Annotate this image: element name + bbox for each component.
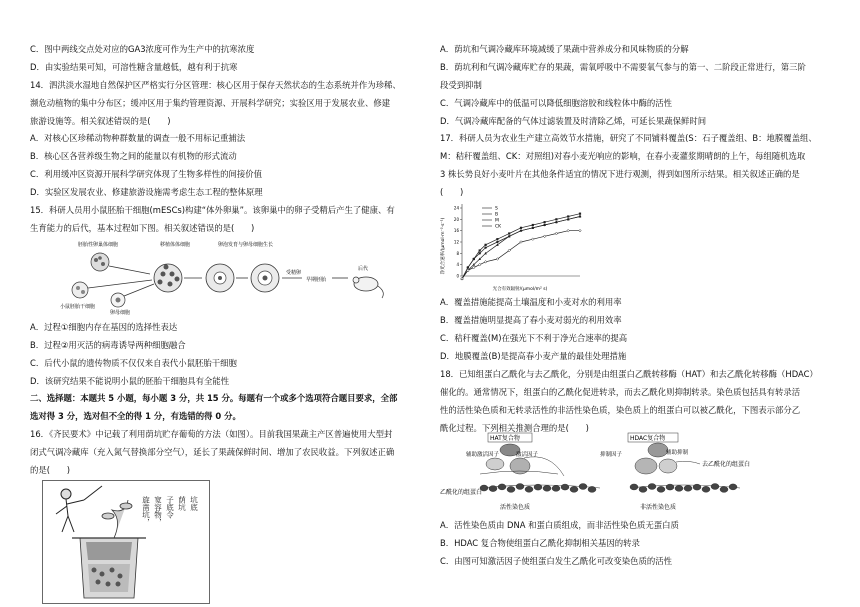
chart-y-tick-label: 4 (456, 262, 459, 268)
q15-option-a: A．过程①细胞内存在基因的选择性表达 (30, 322, 178, 332)
legend-label-S: S (495, 206, 498, 212)
q18-stem-1: 18．已知组蛋白乙酰化与去乙酰化，分别是由组蛋白乙酰转移酶（HAT）和去乙酰化转移酶（HDAC） (440, 369, 818, 379)
nucleosome (561, 484, 569, 490)
q16-option-d: D．气调冷藏库配备的气体过滤装置及时清除乙烯，可延长果蔬保鲜时间 (440, 116, 707, 126)
figure-16-grape-pit (42, 480, 210, 604)
fig18-act-label: 激活因子 (516, 452, 539, 458)
chart-y-tick-label: 20 (453, 216, 459, 222)
fig18-hat-label: HAT复合物 (490, 435, 520, 442)
nucleosome (579, 484, 587, 490)
chart-point (579, 229, 582, 232)
q15-option-d: D．该研究结果不能说明小鼠的胚胎干细胞具有全能性 (30, 376, 230, 386)
nucleosome (588, 486, 596, 492)
nucleosome (570, 486, 578, 492)
q16-option-b-2: 段受到抑制 (440, 80, 482, 90)
chart-point (473, 266, 476, 269)
chart-series-group (461, 213, 582, 281)
q14-stem-2: 濒危动植物的集中分布区；缓冲区用于集约管理资源、开展科学研究；实验区用于发展农业、修建 (30, 98, 391, 108)
svg-text:子底令: 子底令 (165, 496, 175, 519)
chart-point (496, 238, 498, 240)
chart-point (467, 266, 469, 268)
nucleosome (639, 486, 647, 492)
nucleosome (498, 484, 506, 490)
chart-point (532, 238, 535, 241)
fig18-auxrep-label: 辅助抑制 (666, 450, 689, 456)
chart-series-line-S (462, 214, 580, 279)
chart-point (543, 235, 546, 238)
chart-series-line-M (462, 217, 580, 279)
chart-point (555, 232, 558, 235)
q16-option-c: C．气调冷藏库中的低温可以降低细胞溶胶和线粒体中酶的活性 (440, 98, 672, 108)
nucleosome (516, 484, 524, 490)
svg-text:宽容物，: 宽容物， (153, 496, 163, 526)
fig15-label-mouse: 后代 (358, 266, 369, 272)
aggregate-cluster (154, 264, 182, 292)
chart-point (485, 244, 487, 246)
nucleosome (702, 486, 710, 492)
mature-follicle (251, 264, 279, 292)
q18-stem-2: 催化的。通常情况下，组蛋白的乙酰化促进转录，而去乙酰化则抑制转录。染色质包括具有转录活 (440, 387, 801, 397)
chart-series-line-B (462, 217, 580, 279)
chart-point (579, 213, 581, 215)
q16-stem-1: 16．《齐民要术》中记载了利用荫坑贮存葡萄的方法（如图）。目前我国果蔬主产区普遍使用大型封 (30, 429, 393, 439)
chart-legend (482, 206, 502, 230)
hdac-complex (635, 443, 677, 474)
q14-option-d: D．实验区发展农业、修建旅游设施需考虑生态工程的整体原理 (30, 187, 263, 197)
somatic-cell-cluster (91, 253, 109, 271)
q15-stem-1: 15．科研人员用小鼠胚胎干细胞(mESCs)构建“体外卵巢”。该卵巢中的卵子受精后产生了健康、有 (30, 205, 395, 215)
q15-option-b: B．过程②用灭活的病毒诱导两种细胞融合 (30, 340, 186, 350)
q17-option-a: A．覆盖措施能提高土壤温度和小麦对水的利用率 (440, 297, 622, 307)
legend-label-CK: CK (495, 224, 502, 230)
fig15-label-arrow1: 受精卵 (286, 270, 302, 276)
fig15-label-mid1: 小鼠胚胎干细胞 (60, 304, 96, 310)
nucleosome (657, 486, 665, 492)
chart-y-tick-label: 12 (453, 239, 459, 245)
nucleosome (693, 484, 701, 490)
legend-label-M: M (495, 218, 499, 224)
section2-header-1: 二、选择题：本题共 5 小题，每小题 3 分，共 15 分。每题有一个或多个选项符合题目要求，全部 (30, 393, 398, 403)
fig18-aux-label: 辅助激活因子 (466, 452, 500, 458)
nucleosome (684, 485, 692, 491)
chart-point (567, 215, 569, 217)
nucleosome (720, 486, 728, 492)
svg-text:坑底: 坑底 (189, 496, 199, 511)
fig15-label-top1: 胚胎性卵巢体细胞 (78, 242, 119, 248)
fig18-hdac-label: HDAC复合物 (630, 435, 666, 442)
nucleosome (525, 486, 533, 492)
fig15-label-arrow2: 早期胚胎 (306, 277, 327, 283)
fig18-acet-label: 乙酰化的组蛋白 (440, 489, 483, 496)
q18-option-a: A．活性染色质由 DNA 和蛋白质组成，而非活性染色质无蛋白质 (440, 520, 679, 530)
nucleosome (675, 485, 683, 491)
active-chromatin-chain (480, 484, 600, 493)
q17-stem-2: M：秸秆覆盖组、CK：对照组)对春小麦光响应的影响，在春小麦灌浆期晴朗的上午，每组随机选取 (440, 151, 806, 161)
svg-text:旋凿坑，: 旋凿坑， (141, 496, 151, 526)
q16-option-a: A．荫坑和气调冷藏库环境减缓了果蔬中营养成分和风味物质的分解 (440, 44, 689, 54)
nucleosome (630, 484, 638, 490)
nucleosome (507, 486, 515, 492)
fig18-active-label: 活性染色质 (500, 504, 531, 511)
fig18-repress-label: 抑制因子 (600, 452, 623, 458)
chart-y-tick-label: 0 (456, 273, 459, 279)
chart-point (484, 261, 487, 264)
chart-point (544, 221, 546, 223)
q17-option-b: B．覆盖措施明显提高了春小麦对弱光的利用效率 (440, 315, 622, 325)
q13-option-d: D．由实验结果可知，可溶性糖含量越低，越有利于抗寒 (30, 62, 238, 72)
follicle-cluster (206, 264, 234, 292)
q18-stem-3: 性的活性染色质和无转录活性的非活性染色质，染色质上的组蛋白可以被乙酰化，下图表示部分乙 (440, 405, 801, 415)
fig15-label-top2: 移植体体细胞 (160, 242, 191, 248)
fig15-label-egg: 卵母细胞 (110, 310, 131, 316)
nucleosome (534, 484, 542, 490)
q17-stem-1: 17．科研人员为农业生产建立高效节水措施，研究了不同铺料覆盖(S：石子覆盖组、B：地膜覆盖组、 (440, 133, 817, 143)
stem-cell-cluster (72, 282, 88, 298)
chart-y-tick-label: 16 (453, 228, 459, 234)
nucleosome (648, 484, 656, 490)
q14-option-c: C．利用缓冲区资源开展科学研究体现了生物多样性的间接价值 (30, 169, 262, 179)
q17-option-c: C．秸秆覆盖(M)在强光下不利于净光合速率的提高 (440, 333, 628, 343)
chart-point (473, 258, 475, 260)
q18-stem-4: 酰化过程。下列相关推测合理的是( ) (440, 423, 589, 433)
figure-15-ovary-diagram (60, 238, 390, 316)
q14-option-b: B．核心区各营养级生物之间的能量以有机物的形式流动 (30, 151, 237, 161)
fig18-inactive-label: 非活性染色质 (640, 504, 677, 511)
nucleosome (552, 485, 560, 491)
figure-17-chart (440, 196, 590, 292)
chart-y-tick-label: 24 (453, 205, 459, 211)
inactive-chromatin-chain (630, 484, 740, 493)
oocyte-cell (111, 293, 125, 307)
fig15-label-step3: 卵泡发育与卵母细胞生长 (218, 242, 274, 248)
chart-point (479, 249, 481, 251)
nucleosome (489, 486, 497, 492)
q17-stem-4: ( ) (440, 187, 464, 197)
legend-label-B: B (495, 212, 499, 218)
q16-option-b-1: B．荫坑利和气调冷藏库贮存的果蔬，需氧呼吸中不需要氧气参与的第一、二阶段正常进行，第三阶 (440, 62, 806, 72)
q17-stem-3: 3 株长势良好小麦叶片在其他条件适宜的情况下进行观测，得到如图所示结果。相关叙述正确的是 (440, 169, 800, 179)
fig18-deacet-label: 去乙酰化的组蛋白 (702, 461, 751, 468)
q15-option-c: C．后代小鼠的遗传物质不仅仅来自表代小鼠胚胎干细胞 (30, 358, 237, 368)
chart-point (508, 232, 510, 234)
nucleosome (729, 484, 737, 490)
q17-option-d: D．地膜覆盖(B)是提高春小麦产量的最佳处理措施 (440, 351, 627, 361)
nucleosome (666, 484, 674, 490)
q16-stem-3: 的是( ) (30, 465, 71, 475)
chart-point (478, 263, 481, 266)
chart-point (484, 246, 486, 248)
q18-option-b: B．HDAC 复合物使组蛋白乙酰化抑制相关基因的转录 (440, 538, 640, 548)
svg-text:荫坑: 荫坑 (177, 496, 187, 511)
chart-point (555, 218, 557, 220)
q14-stem-3: 旅游设施等。相关叙述错误的是( ) (30, 116, 171, 126)
chart-point (520, 227, 522, 229)
nucleosome (711, 484, 719, 490)
figure-18-histone-diagram (440, 432, 800, 512)
q13-option-c: C．图中两线交点处对应的GA3浓度可作为生产中的抗寒浓度 (30, 44, 255, 54)
mouse-icon (353, 277, 383, 298)
q18-option-c: C．由图可知激活因子使组蛋白发生乙酰化可改变染色质的活性 (440, 556, 672, 566)
chart-xlabel: 光合有效辐射/(μmol/m² s) (492, 287, 548, 292)
chart-point (496, 241, 498, 243)
chart-point (479, 252, 481, 254)
chart-series-line-CK (462, 231, 580, 279)
q15-stem-2: 生育能力的后代，基本过程如下图。相关叙述错误的是( ) (30, 223, 255, 233)
chart-y-tick-label: 8 (456, 250, 459, 256)
hat-complex (486, 444, 530, 474)
q14-option-a: A．对核心区珍稀动物种群数量的调查一般不用标记重捕法 (30, 133, 246, 143)
chart-ylabel: 净光合速率/(μmol·m⁻²·s⁻¹) (441, 217, 446, 275)
chart-point (567, 229, 570, 232)
grape-pit (72, 538, 146, 598)
chart-point (532, 224, 534, 226)
nucleosome (543, 485, 551, 491)
section2-header-2: 选对得 3 分，选对但不全的得 1 分，有选错的得 0 分。 (30, 411, 241, 421)
q16-stem-2: 闭式气调冷藏库（充入氮气替换部分空气），延长了果蔬保鲜时间、增加了农民收益。下列叙述正确 (30, 447, 395, 457)
q14-stem-1: 14．泗洪淡水湿地自然保护区严格实行分区管理：核心区用于保存天然状态的生态系统并作为珍稀、 (30, 80, 401, 90)
